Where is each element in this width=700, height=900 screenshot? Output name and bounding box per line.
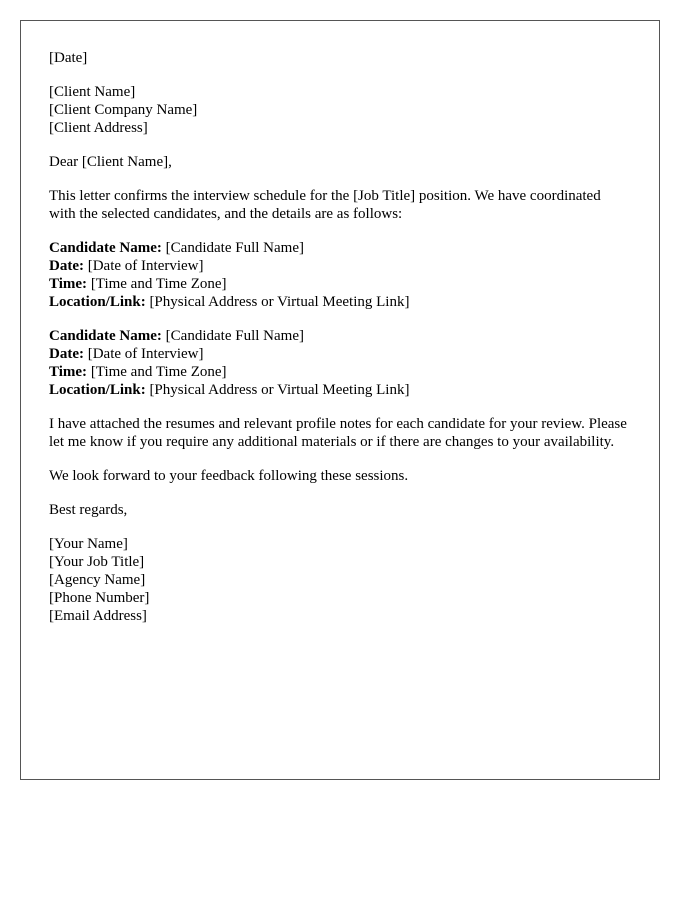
recipient-address: [Client Address]: [49, 120, 148, 136]
interview-location-value: [Physical Address or Virtual Meeting Link]: [145, 382, 410, 398]
recipient-name: [Client Name]: [49, 84, 136, 100]
interview-location-line: [49, 381, 631, 399]
signature-job-title: [Your Job Title]: [49, 554, 145, 570]
letter-page: [20, 20, 660, 780]
signature-name: [Your Name]: [49, 536, 128, 552]
letter-date: [49, 49, 631, 67]
salutation-text: Dear [Client Name],: [49, 154, 172, 170]
interview-location-label: Location/Link:: [49, 294, 146, 310]
interview-date-value: [Date of Interview]: [83, 258, 204, 274]
candidate-block-1: [49, 239, 631, 311]
attachment-text: I have attached the resumes and relevant profile notes for each candidate for your review. Please let me know if you require any additional materials or if there are changes to your availability.: [49, 416, 627, 450]
salutation: [49, 153, 631, 171]
intro-text: This letter confirms the interview schedule for the [Job Title] position. We have coordinated with the selected candidates, and the details are as follows:: [49, 188, 601, 222]
intro-paragraph: [49, 187, 631, 223]
recipient-company: [Client Company Name]: [49, 102, 198, 118]
interview-location-label: Location/Link:: [49, 382, 146, 398]
interview-date-line: [49, 345, 631, 363]
interview-time-value: [Time and Time Zone]: [87, 364, 227, 380]
interview-time-line: [49, 363, 631, 381]
attachment-paragraph: [49, 415, 631, 451]
interview-time-label: Time:: [49, 276, 88, 292]
sign-off-text: Best regards,: [49, 502, 128, 518]
interview-time-label: Time:: [49, 364, 88, 380]
interview-date-label: Date:: [49, 346, 84, 362]
interview-time-value: [Time and Time Zone]: [87, 276, 227, 292]
signature-agency: [Agency Name]: [49, 572, 146, 588]
interview-date-line: [49, 257, 631, 275]
date-text: [Date]: [49, 50, 88, 66]
signature-block: [49, 535, 631, 625]
sign-off: [49, 501, 631, 519]
signature-phone: [Phone Number]: [49, 590, 150, 606]
candidate-name-label: Candidate Name:: [49, 328, 162, 344]
candidate-name-value: [Candidate Full Name]: [161, 328, 304, 344]
signature-email: [Email Address]: [49, 608, 147, 624]
closing-paragraph: [49, 467, 631, 485]
candidate-name-line: [49, 327, 631, 345]
interview-time-line: [49, 275, 631, 293]
interview-location-value: [Physical Address or Virtual Meeting Link]: [145, 294, 410, 310]
interview-date-value: [Date of Interview]: [83, 346, 204, 362]
interview-date-label: Date:: [49, 258, 84, 274]
candidate-block-2: [49, 327, 631, 399]
closing-text: We look forward to your feedback following these sessions.: [49, 468, 409, 484]
interview-location-line: [49, 293, 631, 311]
candidate-name-value: [Candidate Full Name]: [161, 240, 304, 256]
candidate-name-line: [49, 239, 631, 257]
candidate-name-label: Candidate Name:: [49, 240, 162, 256]
recipient-block: [49, 83, 631, 137]
